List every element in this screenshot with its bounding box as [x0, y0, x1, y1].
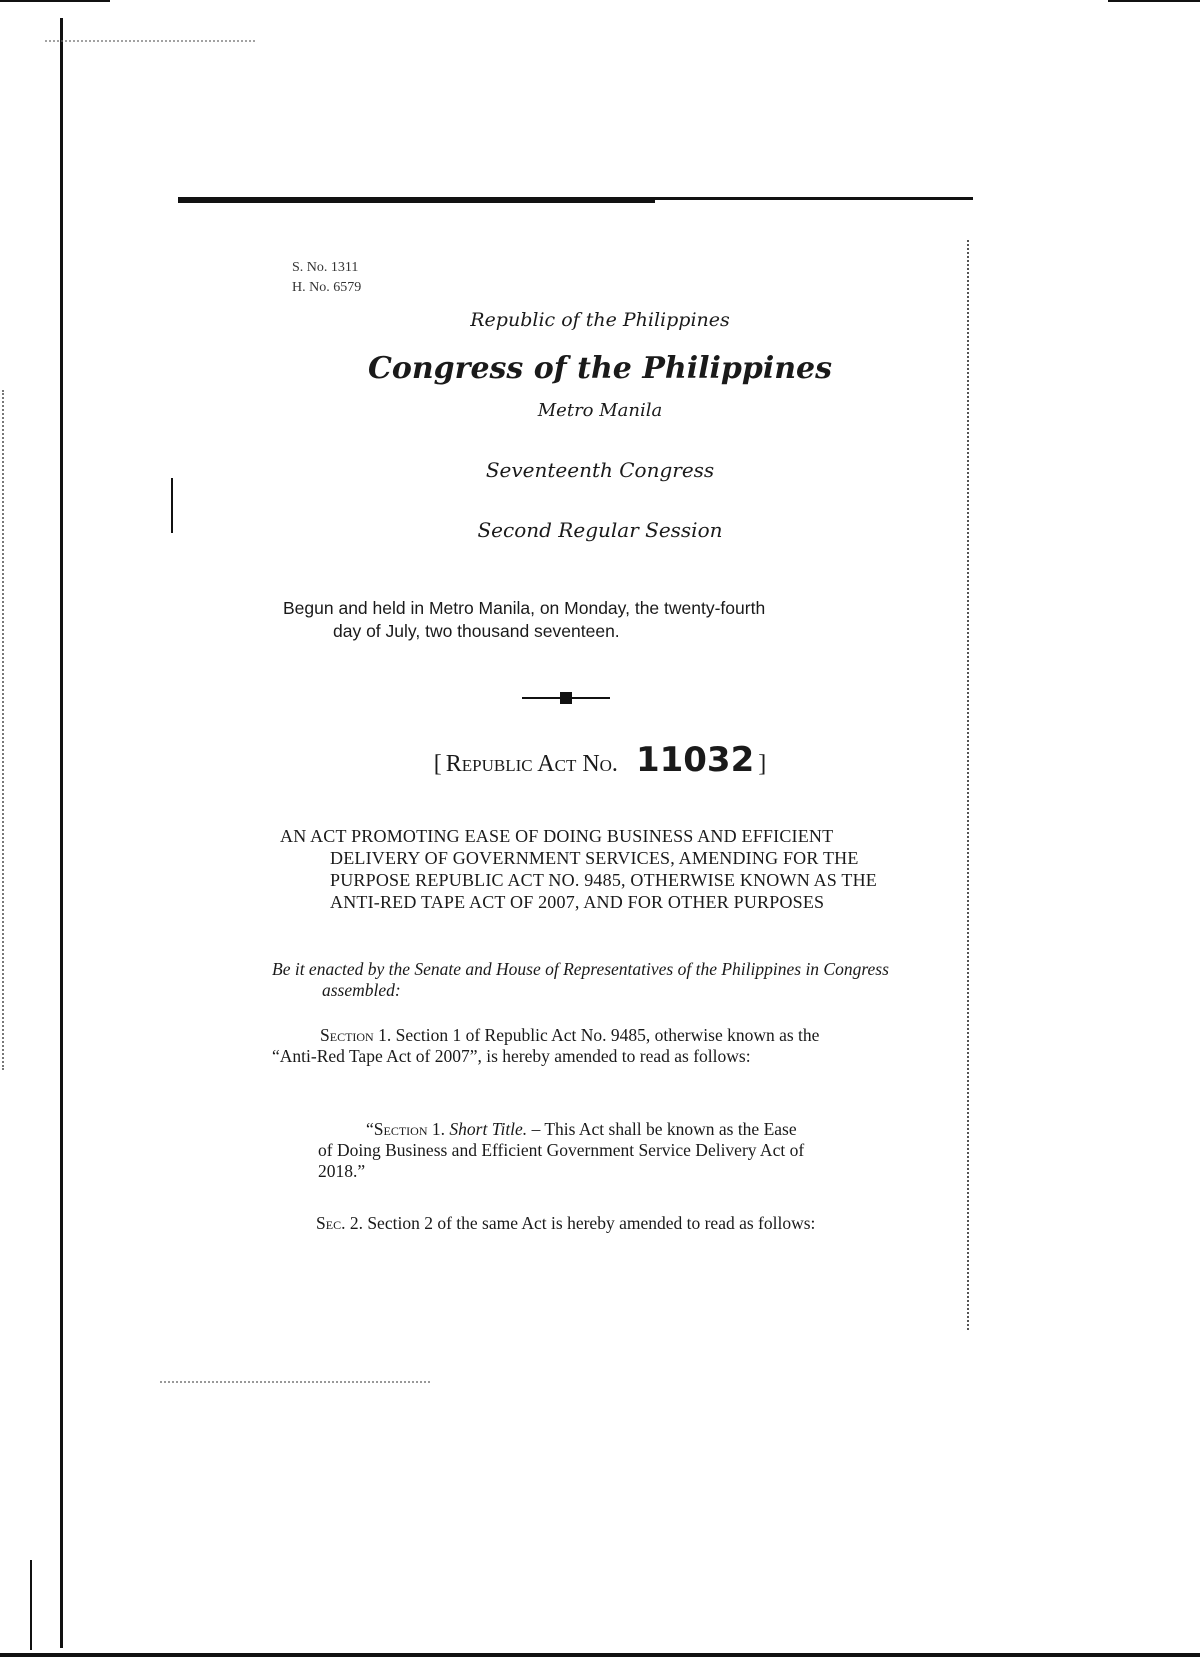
section-1-text: Section 1 of Republic Act No. 9485, otherwise known as the “Anti-Red Tape Act of 2007”, is hereby amended to read as follows: [272, 1025, 820, 1066]
republic-act-number [0, 740, 1200, 780]
act-title: AN ACT PROMOTING EASE OF DOING BUSINESS AND EFFICIENT DELIVERY OF GOVERNMENT SERVICES, AMENDING FOR THE PURPOSE REPUBLIC ACT NO. 9485, OTHERWISE KNOWN AS THE ANTI-RED TAPE ACT OF 2007, AND FOR OTHER PURPOSES [280, 826, 877, 912]
quoted-section-label: Section 1. [373, 1119, 446, 1139]
scan-left-edge-line [60, 18, 63, 1648]
quoted-open-quote: “ [366, 1119, 374, 1139]
bill-numbers [292, 258, 361, 298]
republic-heading: Republic of the Philippines [470, 309, 730, 331]
scan-left-margin-dots [2, 390, 4, 1070]
section-2-label: Sec. 2. [316, 1213, 363, 1233]
scan-footer-dots [160, 1381, 430, 1385]
act-open-bracket: [ [433, 751, 442, 777]
congress-heading: Congress of the Philippines [367, 351, 833, 386]
enacting-clause: Be it enacted by the Senate and House of Representatives of the Philippines in Congress assembled: [272, 959, 889, 1000]
act-close-bracket: ] [758, 751, 767, 777]
house-bill-number: H. No. 6579 [292, 280, 362, 295]
begun-and-held-text [283, 597, 883, 643]
senate-bill-number: S. No. 1311 [292, 260, 359, 275]
scan-top-right-line [1108, 0, 1200, 2]
quoted-section-paragraph [318, 1119, 808, 1182]
scan-top-left-line [0, 0, 110, 2]
quoted-section-title: Short Title. [449, 1119, 528, 1139]
section-1-label: Section 1. [320, 1025, 392, 1045]
section-2-paragraph [268, 1213, 840, 1234]
session-heading: Second Regular Session [477, 518, 723, 542]
scan-specks [45, 40, 255, 72]
section-2-text: Section 2 of the same Act is hereby amended to read as follows: [362, 1213, 816, 1233]
scan-bottom-edge-line [0, 1653, 1200, 1657]
location-heading: Metro Manila [537, 400, 663, 421]
divider-ornament [522, 691, 610, 705]
scan-bottom-left-mark [30, 1560, 32, 1650]
scan-top-rule [178, 197, 973, 203]
begun-line-1: Begun and held in Metro Manila, on Monday, the twenty-fourth [283, 598, 766, 618]
quoted-section-text: – This Act shall be known as the Ease of Doing Business and Efficient Government Service Delivery Act of 2018.” [318, 1119, 805, 1181]
begun-line-2: day of July, two thousand seventeen. [333, 621, 620, 641]
act-prefix: Republic Act No. [445, 751, 618, 777]
congress-number-heading: Seventeenth Congress [485, 458, 715, 482]
section-1-paragraph [272, 1025, 842, 1067]
act-number-value: 11032 [635, 740, 755, 780]
divider-center-mark [560, 692, 572, 704]
